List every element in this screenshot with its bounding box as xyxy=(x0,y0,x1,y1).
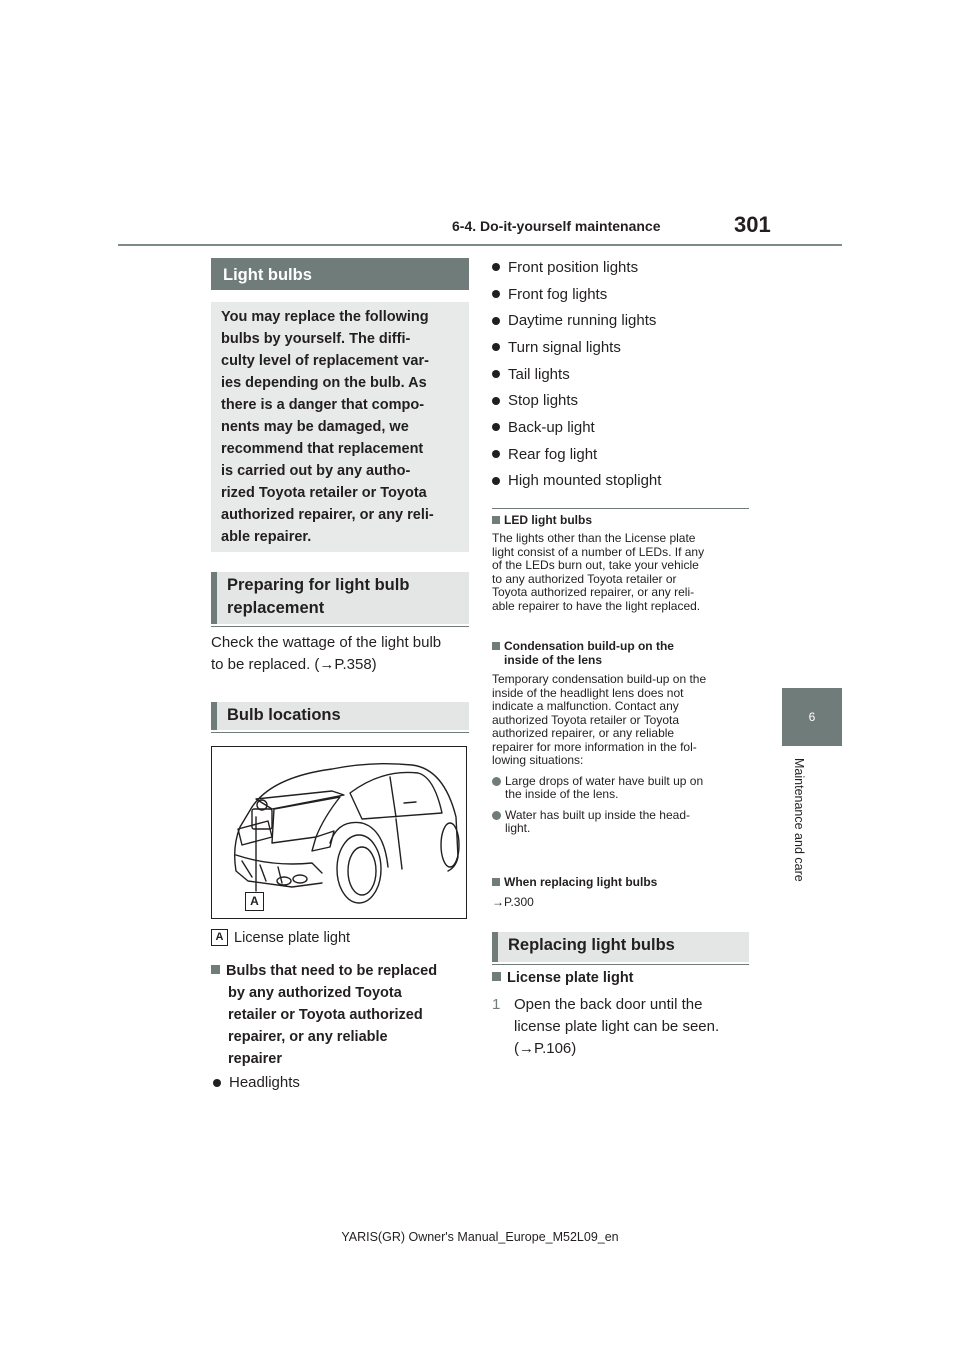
list-item-label: Headlights xyxy=(229,1074,300,1091)
notes-divider xyxy=(492,508,749,509)
intro-line: authorized repairer, or any reli- xyxy=(221,507,434,523)
replacing-bulbs-heading: Replacing light bulbs xyxy=(492,932,749,962)
intro-line: nents may be damaged, we xyxy=(221,419,409,435)
bullet-icon xyxy=(492,290,500,298)
led-note-line: Toyota authorized repairer, or any reli- xyxy=(492,585,695,599)
led-note-line: The lights other than the License plate xyxy=(492,531,696,545)
led-note-line: light consist of a number of LEDs. If any xyxy=(492,544,705,559)
step-line: license plate light can be seen. xyxy=(514,1018,720,1035)
chapter-title: Maintenance and care xyxy=(792,758,806,882)
section-marker-icon xyxy=(492,642,500,650)
step-1 xyxy=(492,994,754,1060)
bullet-icon xyxy=(492,477,500,485)
led-note-line: to any authorized Toyota retailer or xyxy=(492,571,677,586)
intro-line: able repairer. xyxy=(221,529,312,545)
list-item-label: Stop lights xyxy=(508,392,579,410)
condensation-heading-line: inside of the lens xyxy=(504,653,603,667)
condensation-bullet-line: light. xyxy=(505,821,531,835)
list-item xyxy=(492,307,752,334)
condensation-line: repairer for more information in the fol- xyxy=(492,739,697,754)
list-item xyxy=(492,387,752,414)
list-item xyxy=(492,361,752,388)
condensation-bullet-line: the inside of the lens. xyxy=(505,787,619,801)
callout-letter: A xyxy=(211,929,228,946)
intro-line: You may replace the following xyxy=(221,309,429,325)
step-number: 1 xyxy=(492,996,501,1013)
bulb-list xyxy=(492,254,752,494)
bullet-icon xyxy=(492,777,501,786)
intro-line: bulbs by yourself. The diffi- xyxy=(221,331,411,347)
condensation-line: authorized repairer, or any reliable xyxy=(492,726,675,740)
preparing-heading-line: replacement xyxy=(227,599,325,617)
preparing-heading-line: Preparing for light bulb xyxy=(227,576,410,594)
when-replacing-heading: When replacing light bulbs xyxy=(504,875,658,889)
car-rear-illustration xyxy=(211,746,467,919)
bullet-icon xyxy=(492,343,500,351)
list-item-label: Rear fog light xyxy=(508,445,598,463)
intro-line: is carried out by any autho- xyxy=(221,463,411,479)
preparing-text-line: to be replaced. (→P.358) xyxy=(211,656,377,673)
preparing-text-line: Check the wattage of the light bulb xyxy=(211,634,442,651)
when-replacing-note xyxy=(492,875,754,910)
callout-text: License plate light xyxy=(234,929,351,946)
led-note-heading: LED light bulbs xyxy=(504,513,592,527)
bullet-icon xyxy=(492,423,500,431)
intro-line: culty level of replacement var- xyxy=(221,353,429,369)
list-item xyxy=(492,334,752,361)
list-item xyxy=(492,414,752,441)
led-note-line: of the LEDs burn out, take your vehicle xyxy=(492,558,699,572)
retailer-bulbs-heading xyxy=(211,960,473,1070)
list-item-label: High mounted stoplight xyxy=(508,472,662,490)
condensation-bullet-line: Water has built up inside the head- xyxy=(505,807,690,822)
list-item-label: Tail lights xyxy=(508,365,570,383)
callout-legend xyxy=(211,929,350,946)
condensation-line: Temporary condensation build-up on the xyxy=(492,672,707,686)
list-item-label: Turn signal lights xyxy=(508,338,621,356)
header-rule xyxy=(118,244,842,246)
license-plate-heading-label: License plate light xyxy=(507,970,634,986)
callout-label-a: A xyxy=(245,892,264,911)
step-line: Open the back door until the xyxy=(514,996,703,1013)
section-marker-icon xyxy=(492,878,500,886)
bullet-icon xyxy=(492,811,501,820)
list-item-label: Front position lights xyxy=(508,258,639,276)
condensation-note xyxy=(492,639,754,836)
bullet-icon xyxy=(492,370,500,378)
condensation-bullet xyxy=(492,775,754,802)
bulb-locations-heading: Bulb locations xyxy=(211,702,469,730)
condensation-line: inside of the headlight lens does not xyxy=(492,685,684,700)
retailer-heading-line: by any authorized Toyota xyxy=(228,985,402,1001)
bullet-icon xyxy=(492,317,500,325)
preparing-text xyxy=(211,632,473,676)
led-note-line: able repairer to have the light replaced. xyxy=(492,598,701,613)
list-item xyxy=(492,441,752,468)
chapter-tab: 6 xyxy=(782,688,842,746)
led-note xyxy=(492,513,754,613)
intro-line: there is a danger that compo- xyxy=(221,397,425,413)
list-item-label: Daytime running lights xyxy=(508,312,657,330)
condensation-line: lowing situations: xyxy=(492,753,584,767)
section-marker-icon xyxy=(211,965,220,974)
section-title: 6-4. Do-it-yourself maintenance xyxy=(452,218,661,234)
list-item-label: Back-up light xyxy=(508,418,595,436)
bullet-icon xyxy=(492,450,500,458)
intro-box xyxy=(211,302,469,552)
bullet-icon xyxy=(492,397,500,405)
step-line: (→P.106) xyxy=(514,1040,577,1057)
condensation-line: authorized Toyota retailer or Toyota xyxy=(492,712,680,727)
list-item xyxy=(492,468,752,495)
condensation-bullet-line: Large drops of water have built up on xyxy=(505,773,704,788)
section-marker-icon xyxy=(492,516,500,524)
preparing-heading xyxy=(211,572,469,624)
retailer-heading-line: retailer or Toyota authorized xyxy=(228,1007,423,1023)
intro-line: recommend that replacement xyxy=(221,441,424,457)
page-number: 301 xyxy=(734,212,771,237)
condensation-line: indicate a malfunction. Contact any xyxy=(492,699,679,713)
intro-line: ies depending on the bulb. As xyxy=(221,375,427,391)
section-marker-icon xyxy=(492,972,501,981)
footer-manual-id: YARIS(GR) Owner's Manual_Europe_M52L09_en xyxy=(341,1230,619,1244)
list-item-label: Front fog lights xyxy=(508,285,608,303)
list-item xyxy=(492,281,752,308)
list-item xyxy=(492,254,752,281)
retailer-heading-line: repairer xyxy=(228,1051,283,1067)
condensation-heading-line: Condensation build-up on the xyxy=(504,639,674,653)
intro-line: rized Toyota retailer or Toyota xyxy=(221,485,427,501)
retailer-heading-line: repairer, or any reliable xyxy=(228,1029,388,1045)
light-bulbs-heading: Light bulbs xyxy=(211,258,469,290)
page-reference-link[interactable]: →P.300 xyxy=(492,895,534,909)
condensation-bullet xyxy=(492,809,754,836)
bullet-icon xyxy=(213,1079,221,1087)
retailer-heading-line: Bulbs that need to be replaced xyxy=(226,963,438,979)
bullet-icon xyxy=(492,263,500,271)
license-plate-heading xyxy=(492,970,634,986)
list-item xyxy=(213,1074,300,1091)
